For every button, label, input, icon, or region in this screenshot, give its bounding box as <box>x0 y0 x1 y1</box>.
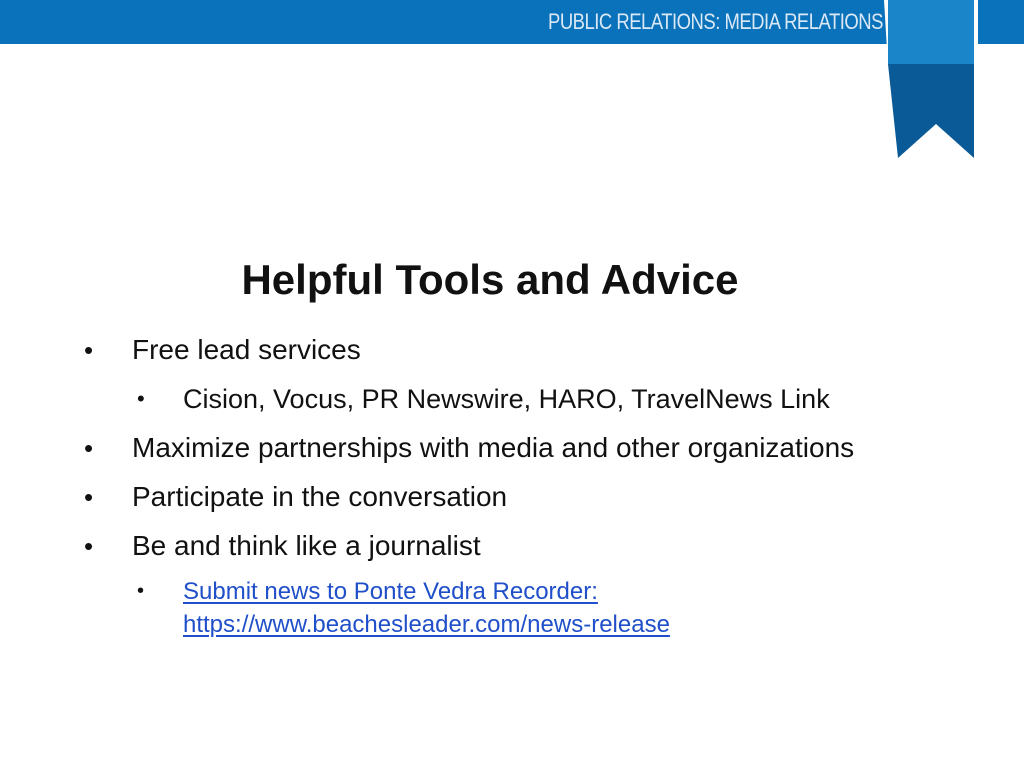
bullet-icon: • <box>137 386 145 411</box>
list-item <box>84 431 855 465</box>
bullet-icon: • <box>84 433 94 463</box>
list-item <box>84 480 508 514</box>
list-item-text: Free lead services <box>132 334 361 365</box>
header-title: PUBLIC RELATIONS: MEDIA RELATIONS <box>548 9 883 34</box>
list-item <box>84 529 481 563</box>
bullet-icon: • <box>84 482 94 512</box>
list-item-text: Cision, Vocus, PR Newswire, HARO, TravelNews Link <box>183 384 830 414</box>
list-item-text: Maximize partnerships with media and other organizations <box>132 432 855 463</box>
list-item <box>137 575 670 641</box>
bullet-icon: • <box>84 531 94 561</box>
slide-title: Helpful Tools and Advice <box>241 256 739 303</box>
list-item <box>137 382 830 416</box>
list-item <box>84 333 361 367</box>
submit-news-link-label[interactable]: Submit news to Ponte Vedra Recorder: <box>183 578 598 605</box>
bullet-icon: • <box>84 335 94 365</box>
list-item-text: Be and think like a journalist <box>132 530 481 561</box>
beachesleader-news-release-link[interactable]: https://www.beachesleader.com/news-release <box>183 611 670 638</box>
list-item-text: Participate in the conversation <box>132 481 508 512</box>
bullet-icon: • <box>137 580 145 602</box>
